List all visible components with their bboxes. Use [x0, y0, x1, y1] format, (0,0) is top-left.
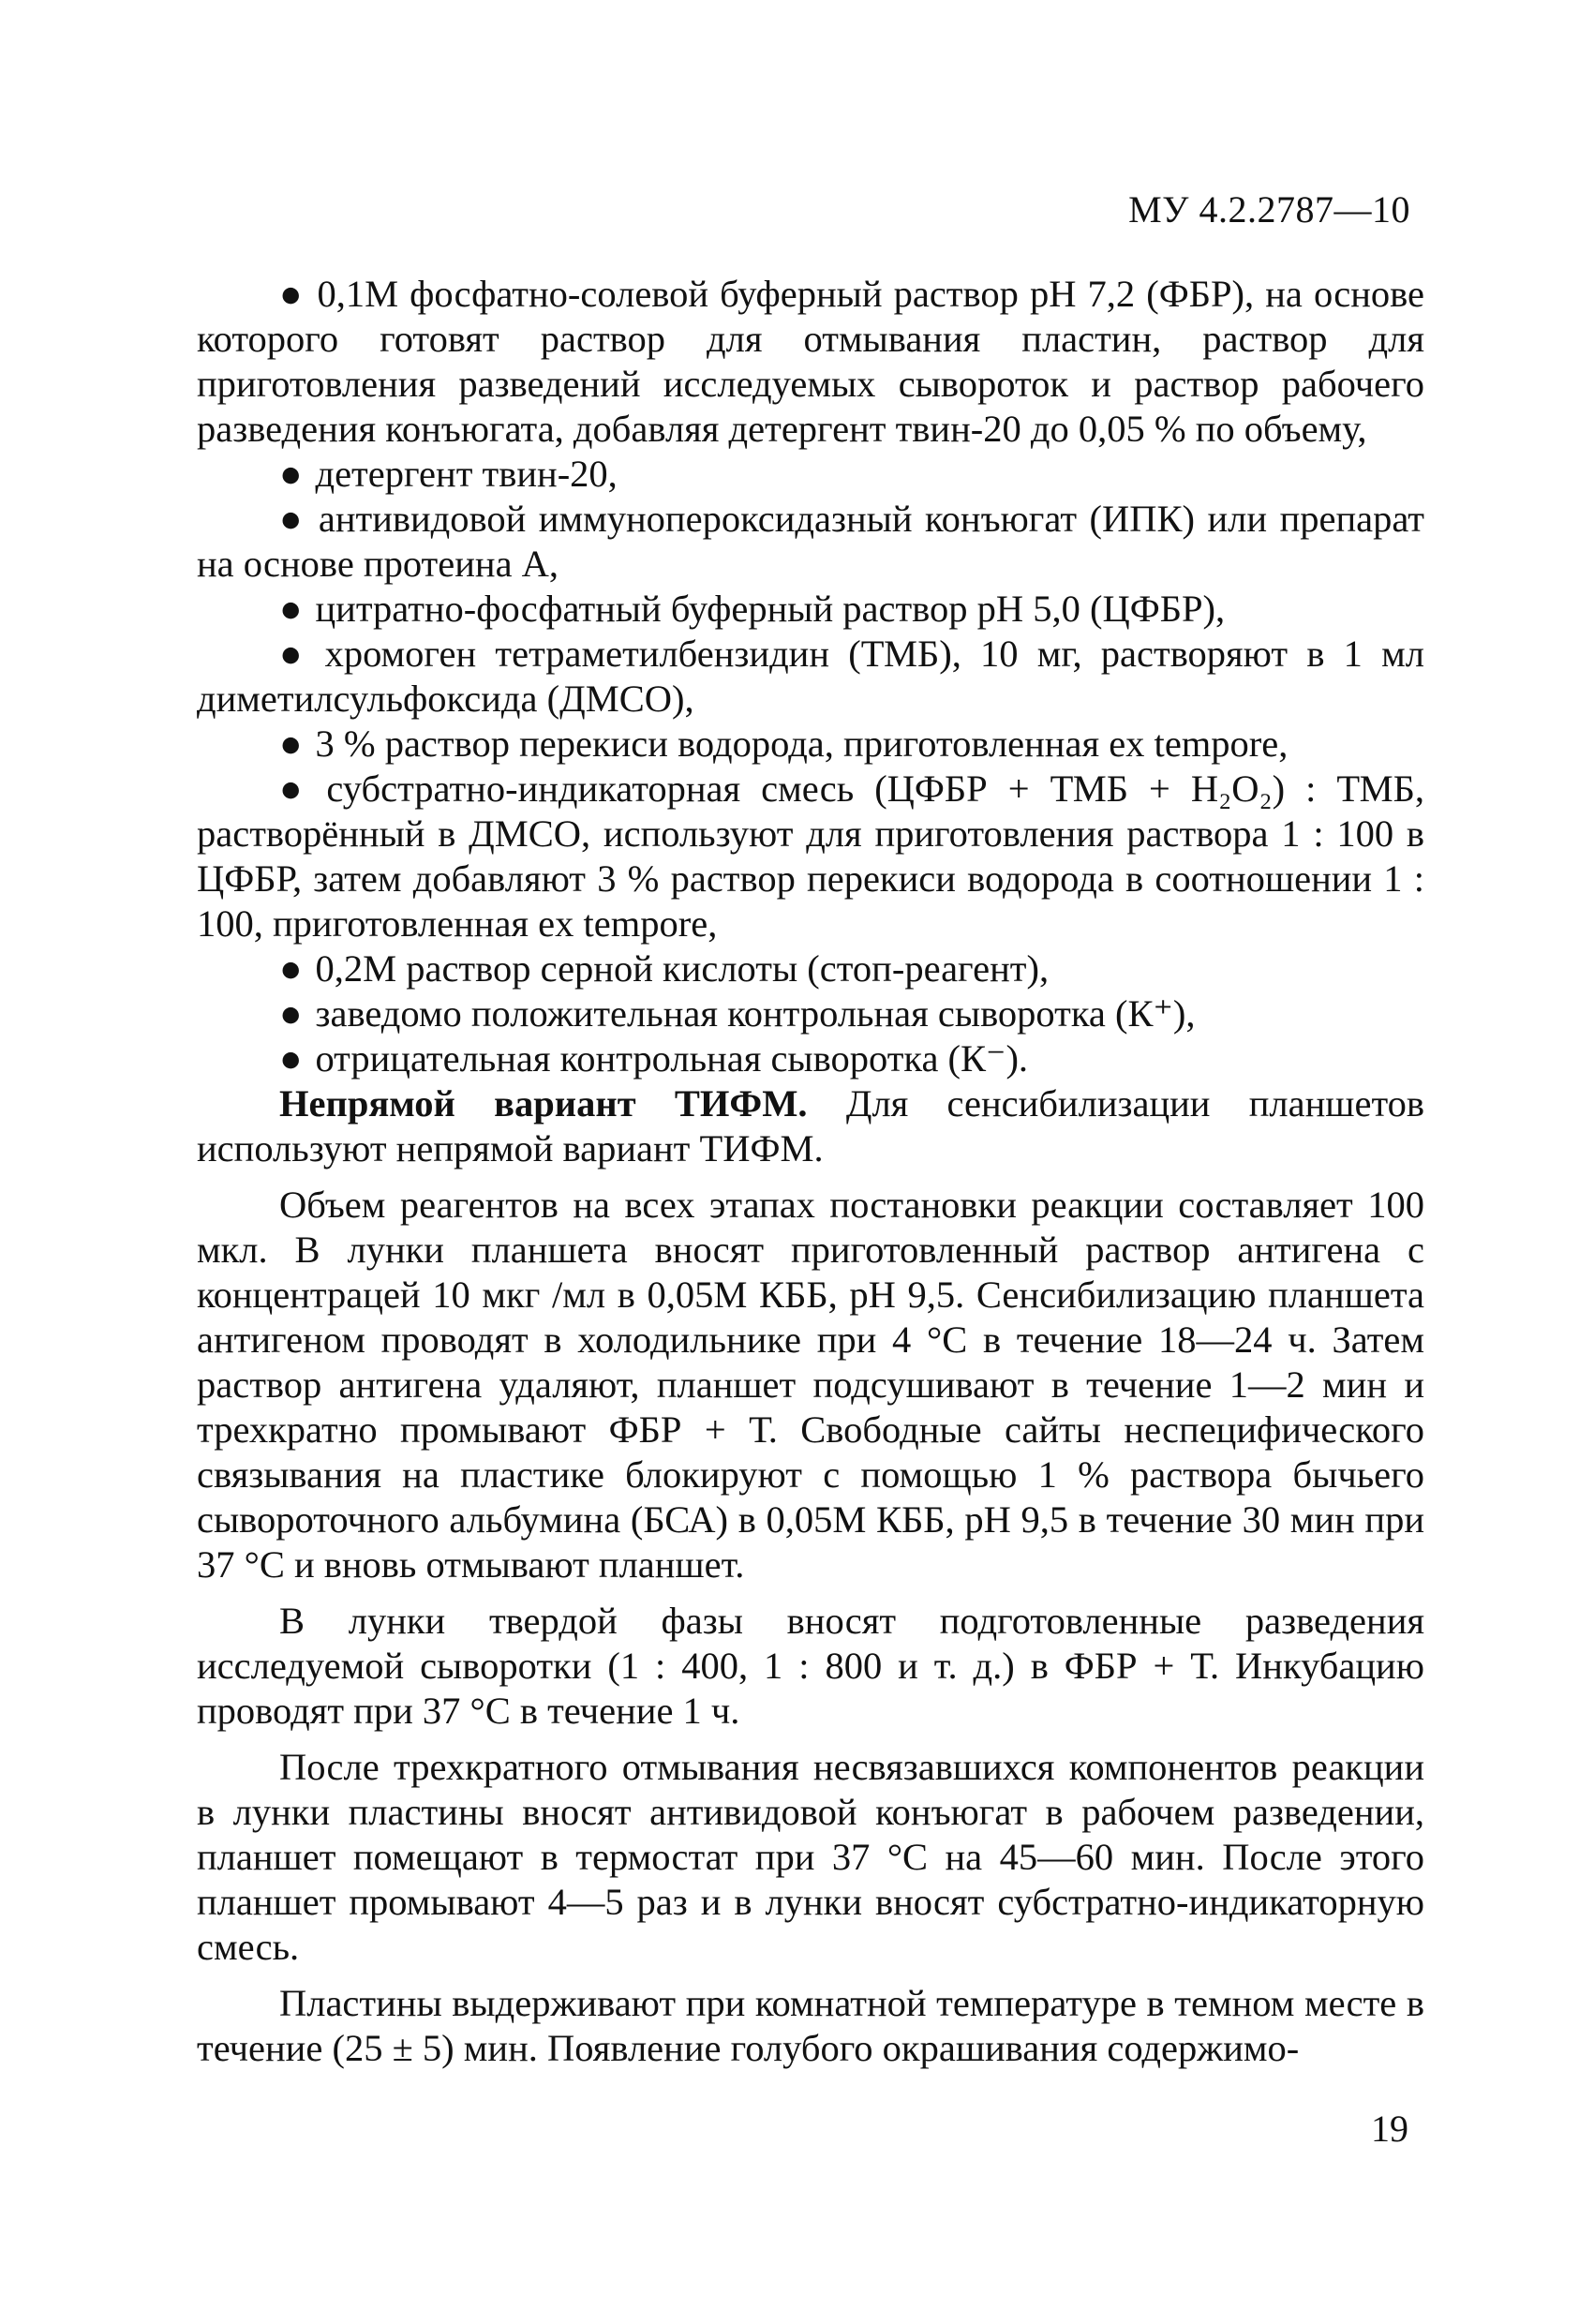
list-item-text: 3 % раствор перекиси водорода, приготовленная ex tempore, [315, 723, 1289, 765]
document-code-header: МУ 4.2.2787—10 [1128, 188, 1410, 231]
body-paragraph: Пластины выдерживают при комнатной температуре в темном месте в течение (25 ± 5) мин. Появление голубого окрашивания содержимо- [197, 1982, 1424, 2069]
list-item [197, 1036, 1424, 1081]
section-intro-paragraph [197, 1081, 1424, 1171]
list-item [197, 587, 1424, 632]
list-item-text: детергент твин-20, [315, 453, 618, 495]
list-item-text: хромоген тетраметилбензидин (ТМБ), 10 мг, растворяют в 1 мл диметилсульфоксида (ДМСО), [197, 633, 1425, 720]
list-item-text: цитратно-фосфатный буферный раствор рН 5,0 (ЦФБР), [315, 588, 1226, 630]
section-heading-tail: Для сенсибилизации планшетов используют непрямой вариант ТИФМ. [197, 1082, 1424, 1169]
section-heading: Непрямой вариант ТИФМ. [279, 1082, 808, 1125]
list-item [197, 767, 1424, 946]
reagent-list [197, 272, 1424, 1081]
body-paragraph: После трехкратного отмывания несвязавшихся компонентов реакции в лунки пластины вносят антивидовой конъюгат в рабочем разведении, планшет помещают в термостат при 37 °С на 45—60 мин. После этого планшет промывают 4—5 раз и в лунки вносят субстратно-индикаторную смесь. [197, 1746, 1424, 1968]
bullet-icon: ● [279, 947, 303, 990]
bullet-icon: ● [279, 1037, 303, 1080]
page-number: 19 [1371, 2108, 1408, 2150]
bullet-icon: ● [279, 633, 312, 675]
list-item [197, 497, 1424, 587]
bullet-icon: ● [279, 992, 303, 1035]
bullet-icon: ● [279, 723, 303, 765]
bullet-icon: ● [279, 273, 305, 315]
page-body [197, 272, 1424, 2071]
list-item-text: 0,2М раствор серной кислоты (стоп-реагент), [315, 947, 1050, 990]
list-item [197, 991, 1424, 1036]
list-item [197, 452, 1424, 497]
list-item-text: отрицательная контрольная сыворотка (К⁻). [315, 1037, 1029, 1080]
bullet-icon: ● [279, 453, 303, 495]
list-item [197, 632, 1424, 722]
bullet-icon: ● [279, 767, 314, 810]
body-paragraph: В лунки твердой фазы вносят подготовленные разведения исследуемой сыворотки (1 : 400, 1 : 800 и т. д.) в ФБР + Т. Инкубацию проводят при 37 °С в течение 1 ч. [197, 1600, 1424, 1732]
list-item-text: субстратно-индикаторная смесь (ЦФБР + ТМБ + H₂O₂) : ТМБ, растворённый в ДМСО, используют для приготовления раствора 1 : 100 в ЦФБР, затем добавляют 3 % раствор перекиси водорода в соотношении 1 : 100, приготовленная ex tempore, [197, 767, 1424, 945]
bullet-icon: ● [279, 498, 305, 540]
list-item-text: антивидовой иммунопероксидазный конъюгат (ИПК) или препарат на основе протеина А, [197, 498, 1425, 585]
body-paragraph: Объем реагентов на всех этапах постановки реакции составляет 100 мкл. В лунки планшета вносят приготовленный раствор антигена с концентрацей 10 мкг /мл в 0,05М КББ, рН 9,5. Сенсибилизацию планшета антигеном проводят в холодильнике при 4 °С в течение 18—24 ч. Затем раствор антигена удаляют, планшет подсушивают в течение 1—2 мин и трехкратно промывают ФБР + Т. Свободные сайты неспецифического связывания на пластике блокируют с помощью 1 % раствора бычьего сывороточного альбумина (БСА) в 0,05М КББ, рН 9,5 в течение 30 мин при 37 °С и вновь отмывают планшет. [197, 1184, 1424, 1586]
bullet-icon: ● [279, 588, 303, 630]
list-item [197, 272, 1424, 452]
list-item-text: 0,1М фосфатно-солевой буферный раствор рН 7,2 (ФБР), на основе которого готовят раствор для отмывания пластин, раствор для приготовления разведений исследуемых сывороток и раствор рабочего разведения конъюгата, добавляя детергент твин-20 до 0,05 % по объему, [197, 273, 1424, 450]
list-item [197, 722, 1424, 767]
list-item [197, 946, 1424, 991]
list-item-text: заведомо положительная контрольная сыворотка (К⁺), [315, 992, 1196, 1035]
